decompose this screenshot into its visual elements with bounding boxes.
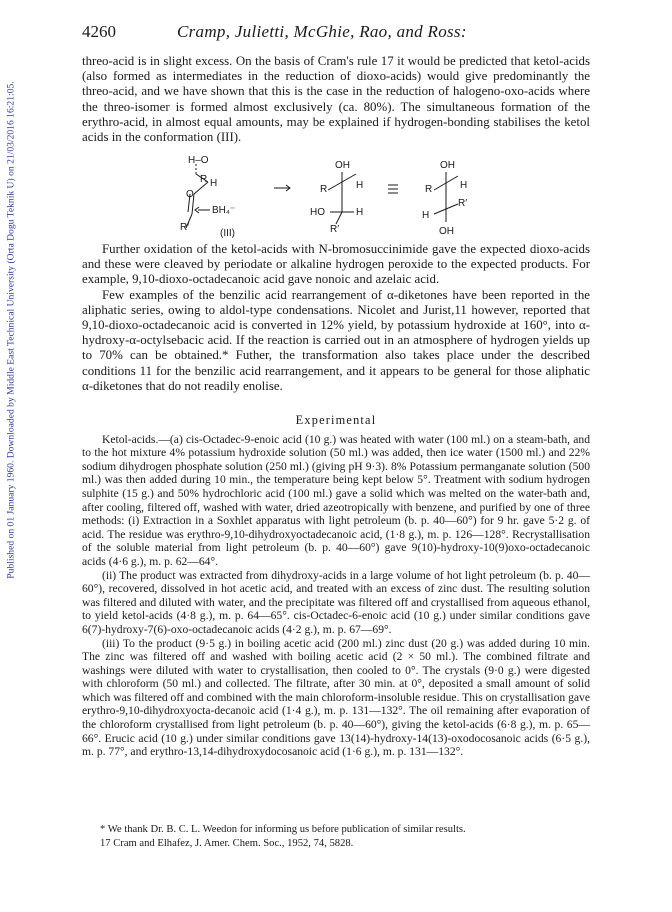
scheme-middle-rprime: R′ bbox=[330, 224, 340, 235]
discussion-paragraph-1: Further oxidation of the ketol-acids with N-bromosuccinimide gave the expected dioxo-acids and these were cleaved by periodate or alkaline hydrogen peroxide to the expected products. For example, 9,10-dioxo-octadecanoic acid gave nonoic and azelaic acid. bbox=[82, 242, 590, 287]
scheme-left-rprime: R′ bbox=[180, 222, 190, 233]
footnote-star: * We thank Dr. B. C. L. Weedon for informing us before publication of similar results. bbox=[100, 824, 466, 835]
scheme-middle-h: H bbox=[356, 180, 364, 191]
scheme-left-h: H bbox=[210, 178, 218, 189]
scheme-right-oh2: OH bbox=[439, 226, 454, 237]
scheme-right-h2: H bbox=[422, 210, 430, 221]
scheme-label: (III) bbox=[220, 228, 235, 238]
footnote-17: 17 Cram and Elhafez, J. Amer. Chem. Soc., 1952, 74, 5828. bbox=[100, 837, 354, 849]
page-header bbox=[82, 22, 590, 46]
conformation-scheme bbox=[150, 152, 510, 238]
scheme-middle-oh: OH bbox=[335, 160, 350, 171]
experimental-section bbox=[82, 414, 590, 759]
scheme-right-h: H bbox=[460, 180, 468, 191]
scheme-right-oh: OH bbox=[440, 160, 455, 171]
footnotes bbox=[82, 823, 590, 851]
intro-paragraph: threo-acid is in slight excess. On the basis of Cram's rule 17 it would be predicted that ketol-acids (also formed as intermediates in the reduction of dioxo-acids) would give predominantly the threo-acid, and we have shown that this is the case in the reduction of halogeno-oxo-acids where the threo-isomer is formed almost exclusively (ca. 80%). The simultaneous formation of the erythro-acid, in almost equal amounts, may be explained if hydrogen-bonding stabilises the ketol acids in the conformation (III). bbox=[82, 54, 590, 145]
experimental-paragraph-3: (iii) To the product (9·5 g.) in boiling acetic acid (200 ml.) zinc dust (20 g.) was added during 10 min. The zinc was filtered off and washed with boiling acetic acid (2 × 50 ml.). The combined filtrate and washings were diluted with water to crystallisation, then cooled to 0°. The crystals (9·0 g.) were digested with chloroform (50 ml.) and collected. The filtrate, after 30 min. at 0°, deposited a small amount of solid which was filtered off and combined with the main chloroform-insoluble residue. This on crystallisation gave erythro-9,10-dihydroxyocta-decanoic acid (1·4 g.), m. p. 131—132°. The oil remaining after evaporation of the chloroform crystallised from light petroleum (b. p. 40—60°), giving the ketol-acids (6·8 g.), m. p. 65—66°. Erucic acid (10 g.) under similar conditions gave 13(14)-hydroxy-14(13)-oxodocosanoic acids (6·5 g.), m. p. 77°, and erythro-13,14-dihydroxydocosanoic acid (1·6 g.), m. p. 131—132°. bbox=[82, 636, 590, 759]
scheme-left-o: O bbox=[186, 189, 194, 200]
download-watermark bbox=[4, 50, 18, 610]
scheme-right-r: R bbox=[425, 184, 433, 195]
scheme-middle-h2: H bbox=[356, 207, 364, 218]
scheme-middle-r: R bbox=[320, 184, 328, 195]
scheme-left-r: R bbox=[200, 174, 208, 185]
intro-text bbox=[82, 54, 590, 145]
discussion-text bbox=[82, 242, 590, 394]
experimental-paragraph-1: Ketol-acids.—(a) cis-Octadec-9-enoic acid (10 g.) was heated with water (100 ml.) on a steam-bath, and to the hot mixture 4% potassium hydroxide solution (50 ml.) was added, then ice water (1500 ml.) and 22% sodium dihydrogen phosphate solution (250 ml.) (giving pH 9·3). 8% Potassium permanganate solution (500 ml.) was then added during 10 min., the temperature being kept below 5°. Treatment with sodium hydrogen sulphite (15 g.) and 50% hydrochloric acid (100 ml.) gave a solid which was melted on the water-bath and, after cooling, filtered off, washed with water, dried azeotropically with benzene, and purified by one of three methods: (i) Extraction in a Soxhlet apparatus with light petroleum (b. p. 40—60°) for 9 hr. gave 5·2 g. of acid. The residue was erythro-9,10-dihydroxyoctadecanoic acid, (1·8 g.), m. p. 126—128°. Recrystallisation of the soluble material from light petroleum (b. p. 40—60°) gave 9(10)-hydroxy-10(9)oxo-octadecanoic acids (4·6 g.), m. p. 62—64°. bbox=[82, 432, 590, 568]
scheme-middle-ho: HO bbox=[310, 207, 325, 218]
discussion-paragraph-2: Few examples of the benzilic acid rearrangement of α-diketones have been reported in the aliphatic series, owing to aldol-type condensations. Nicolet and Jurist,11 however, reported that 9,10-dioxo-octadecanoic acid is converted in 12% yield, by potassium hydroxide at 160°, into α-hydroxy-α-octylsebacic acid. If the reaction is carried out in an atmosphere of hydrogen yields up to 70% can be obtained.* Futher, the transformation also takes place under the described conditions 11 for the benzilic acid rearrangement, and it appears to be general for those aliphatic α-diketones that do not readily enolise. bbox=[82, 287, 590, 393]
scheme-right-rprime: R′ bbox=[458, 198, 468, 209]
download-watermark-text: Published on 01 January 1960. Downloaded by Middle East Technical University (Orta Dogu Teknik U) on 21/03/2016 16:21:05. bbox=[5, 81, 17, 579]
scheme-left-bh4: BH₄⁻ bbox=[212, 205, 236, 216]
scheme-left-ho: H–O bbox=[188, 155, 209, 166]
experimental-heading: Experimental bbox=[295, 413, 377, 427]
experimental-paragraph-2: (ii) The product was extracted from dihydroxy-acids in a large volume of hot light petroleum (b. p. 40—60°), recovered, dissolved in hot acetic acid, and treated with an excess of zinc dust. The resulting solution was filtered and diluted with water, and the precipitate was filtered off and crystallised from aqueous ethanol, to yield ketol-acids (4·8 g.), m. p. 64—65°. cis-Octadec-6-enoic acid (10 g.) under similar conditions gave 6(7)-hydroxy-7(6)-oxo-octadecanoic acids (4·2 g.), m. p. 67—69°. bbox=[82, 568, 590, 636]
conformation-diagram bbox=[150, 152, 510, 238]
page-number: 4260 bbox=[82, 22, 116, 41]
running-title: Cramp, Julietti, McGhie, Rao, and Ross: bbox=[177, 22, 467, 41]
